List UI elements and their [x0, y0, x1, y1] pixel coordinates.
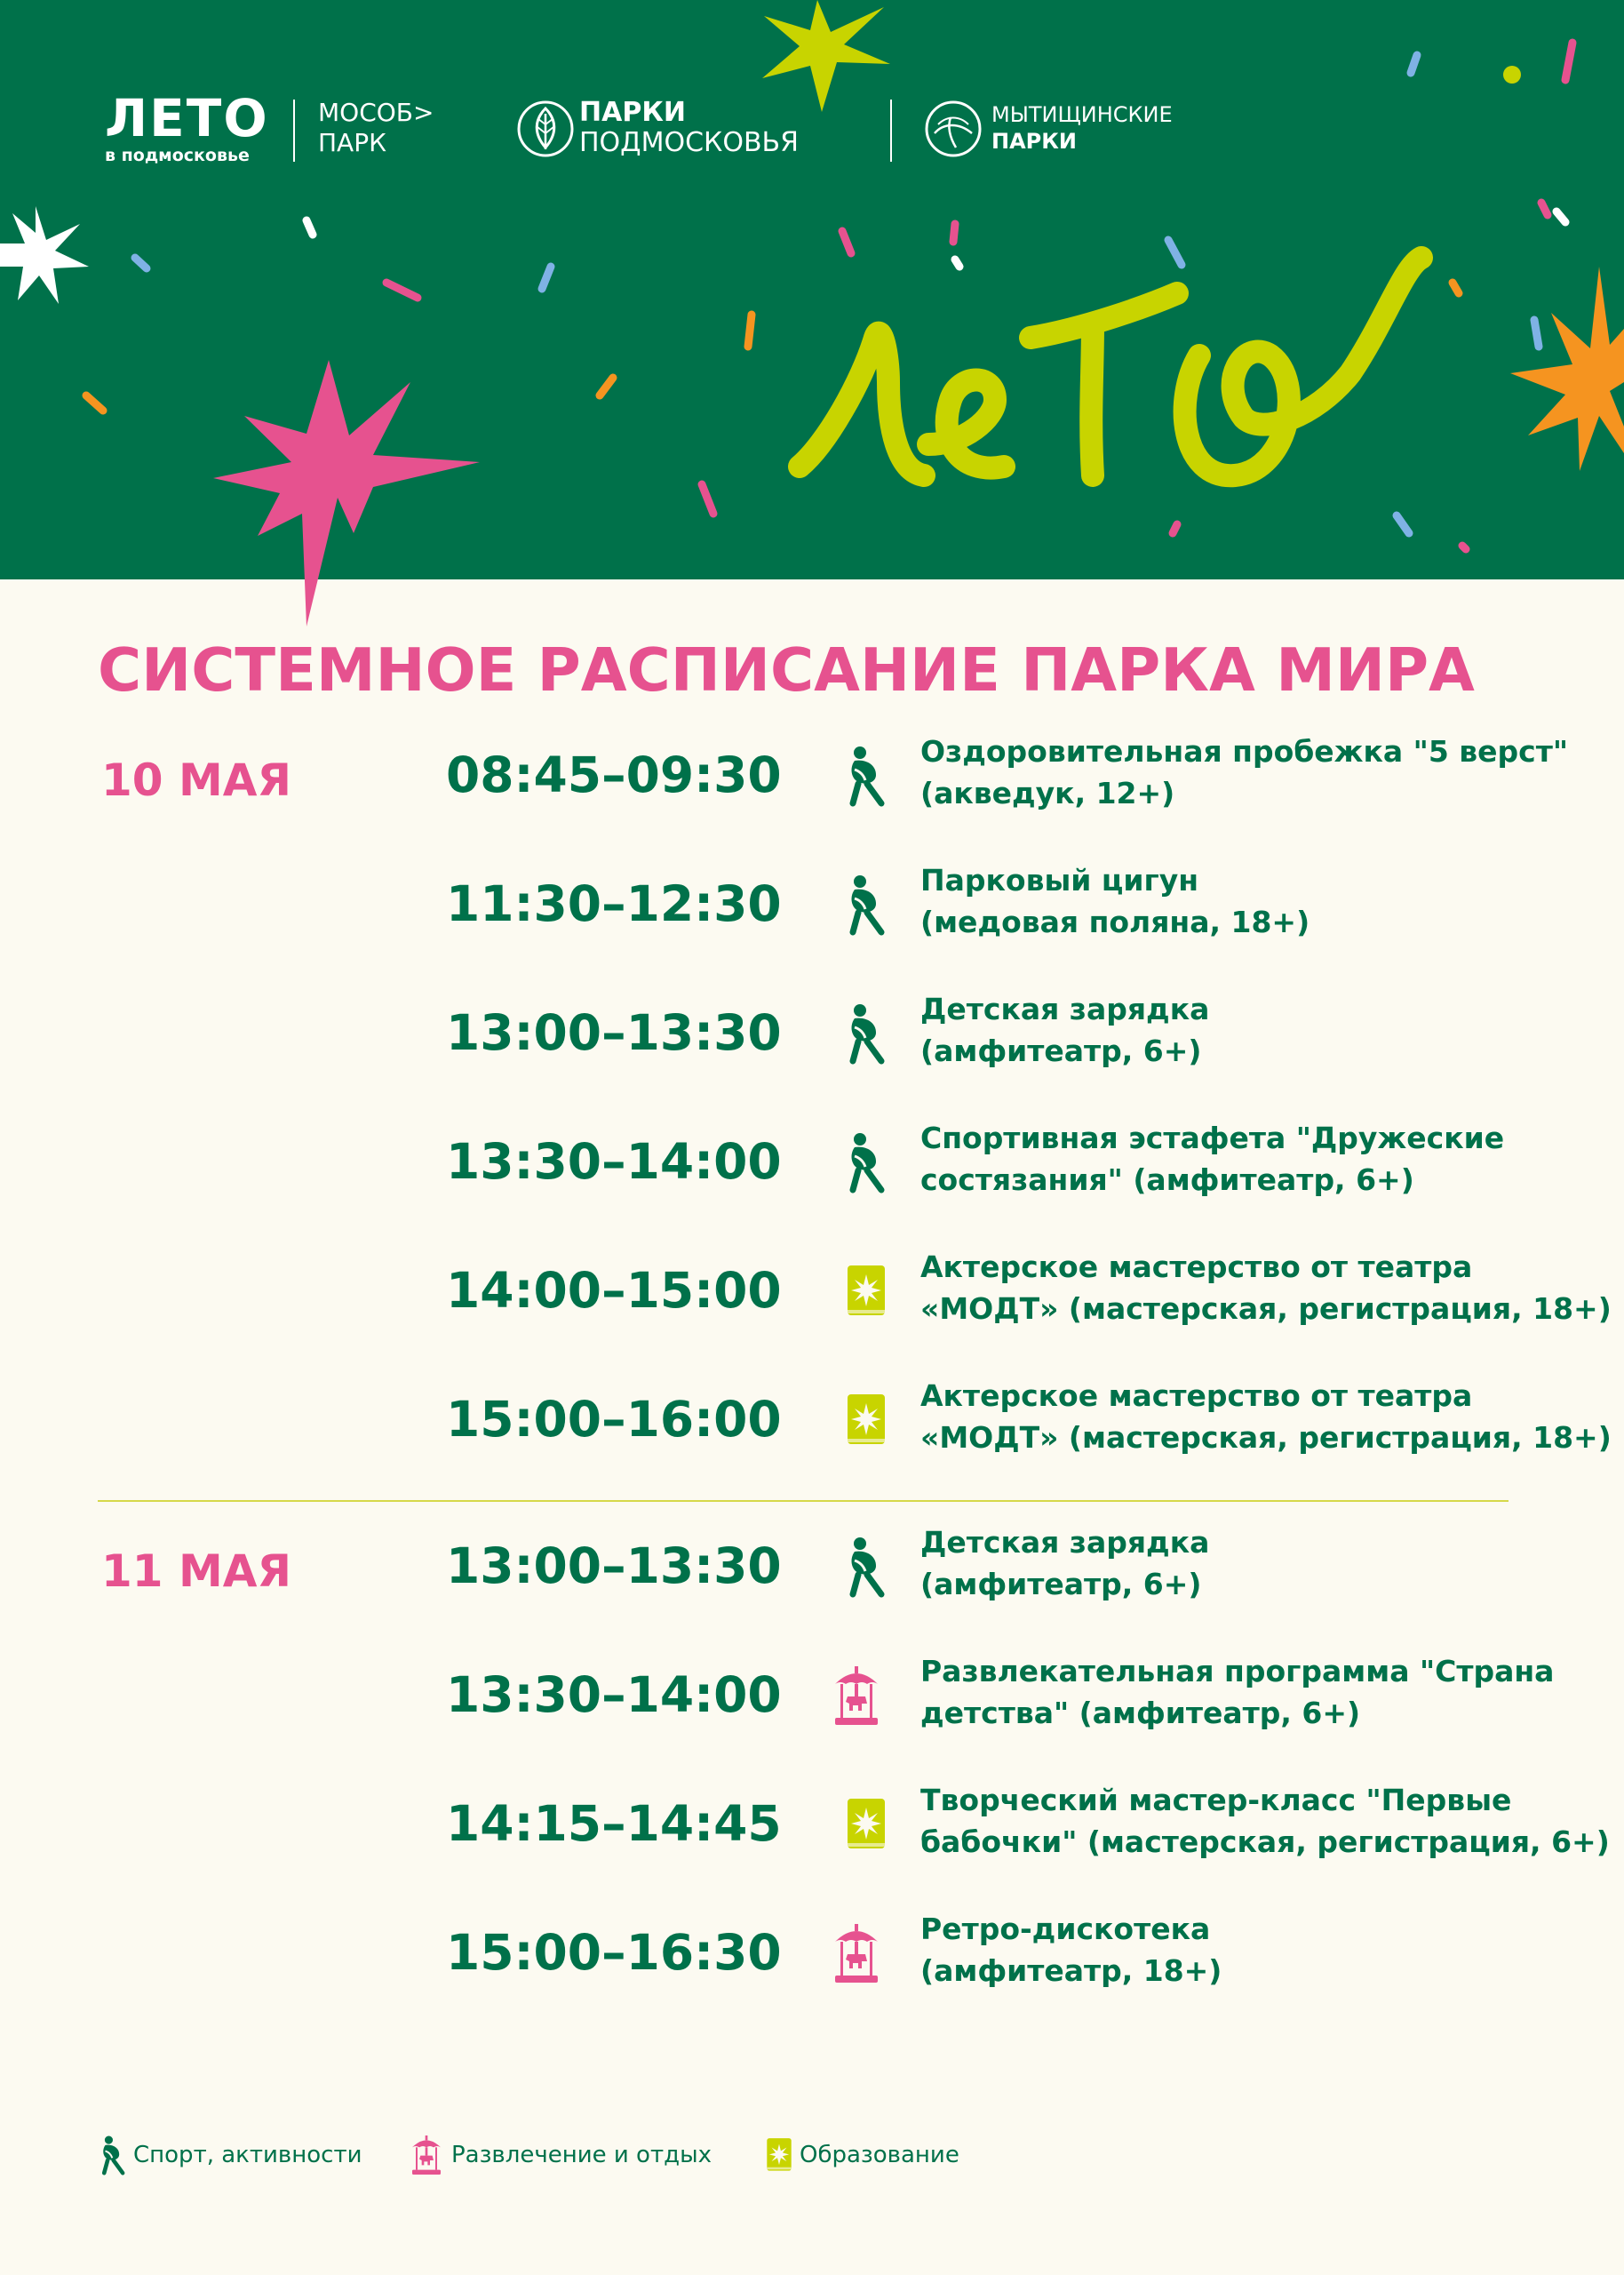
event-description-line: Парковый цигун	[920, 863, 1199, 898]
event-description-line: (амфитеатр, 6+)	[920, 1567, 1202, 1601]
carousel-icon	[830, 1664, 883, 1727]
mytishchi-logo-line1: МЫТИЩИНСКИЕ	[991, 102, 1173, 127]
event-time: 15:00–16:00	[446, 1391, 782, 1448]
event-description	[920, 988, 1596, 1072]
event-time: 13:00–13:30	[446, 1004, 782, 1061]
logo-separator	[293, 100, 295, 162]
event-description-line: детства" (амфитеатр, 6+)	[920, 1696, 1361, 1730]
book-star-icon	[766, 2134, 792, 2176]
event-time: 15:00–16:30	[446, 1924, 782, 1981]
event-description-line: (акведук, 12+)	[920, 776, 1175, 810]
event-description	[920, 1246, 1612, 1329]
event-description-line: (амфитеатр, 18+)	[920, 1953, 1222, 1988]
leto-logo-text: ЛЕТО	[105, 88, 269, 148]
mosobpark-logo-line2: ПАРК	[318, 128, 386, 157]
event-description-line: Актерское мастерство от театра	[920, 1249, 1473, 1284]
event-description-line: состязания" (амфитеатр, 6+)	[920, 1162, 1414, 1197]
mosobpark-logo-line1: МОСОБ>	[318, 98, 434, 127]
event-time: 14:15–14:45	[446, 1795, 782, 1852]
event-description	[920, 1117, 1596, 1201]
event-description-line: Спортивная эстафета "Дружеские	[920, 1121, 1505, 1155]
mytishchi-parki-logo[interactable]	[991, 101, 1173, 155]
book-star-icon	[846, 1260, 887, 1322]
runner-icon	[846, 745, 887, 807]
event-description	[920, 1521, 1596, 1605]
event-time: 14:00–15:00	[446, 1262, 782, 1319]
legend-item-entertainment	[409, 2131, 712, 2179]
runner-icon	[846, 874, 887, 936]
logo-separator	[890, 100, 892, 162]
event-description	[920, 859, 1596, 943]
event-description-line: Развлекательная программа "Страна	[920, 1654, 1555, 1688]
legend-item-sport	[100, 2131, 362, 2179]
mytishchi-logo-line2: ПАРКИ	[991, 129, 1077, 154]
event-description	[920, 1375, 1612, 1458]
day-date: 11 МАЯ	[101, 1545, 291, 1597]
runner-icon	[846, 1131, 887, 1193]
runner-icon	[100, 2134, 126, 2176]
event-description	[920, 1779, 1610, 1863]
event-time: 13:30–14:00	[446, 1666, 782, 1723]
event-time: 13:00–13:30	[446, 1537, 782, 1594]
book-star-icon	[846, 1793, 887, 1856]
event-description-line: Творческий мастер-класс "Первые	[920, 1783, 1512, 1817]
event-description-line: «МОДТ» (мастерская, регистрация, 18+)	[920, 1291, 1612, 1326]
day-divider	[98, 1500, 1509, 1502]
event-description-line: Оздоровительная пробежка "5 верст"	[920, 734, 1569, 769]
event-description-line: (медовая поляна, 18+)	[920, 905, 1310, 939]
legend-item-education	[766, 2131, 959, 2179]
carousel-icon	[409, 2134, 444, 2176]
event-time: 13:30–14:00	[446, 1133, 782, 1190]
mosobpark-logo[interactable]	[318, 98, 434, 158]
event-time: 11:30–12:30	[446, 875, 782, 932]
day-date: 10 МАЯ	[101, 754, 291, 806]
mytishchi-emblem-icon	[924, 98, 983, 160]
event-description-line: бабочки" (мастерская, регистрация, 6+)	[920, 1824, 1610, 1859]
leto-logo[interactable]	[105, 88, 269, 165]
leaf-emblem-icon	[517, 98, 574, 160]
runner-icon	[846, 1536, 887, 1598]
book-star-icon	[846, 1389, 887, 1451]
event-description-line: (амфитеатр, 6+)	[920, 1034, 1202, 1068]
event-description-line: Детская зарядка	[920, 992, 1210, 1026]
parki-logo-line1: ПАРКИ	[579, 97, 686, 128]
event-description	[920, 730, 1596, 814]
page-title: СИСТЕМНОЕ РАСПИСАНИЕ ПАРКА МИРА	[98, 635, 1475, 705]
parki-podmoskovya-logo[interactable]	[579, 98, 799, 158]
legend-label: Развлечение и отдых	[451, 2142, 712, 2168]
header-banner	[0, 0, 1624, 579]
parki-logo-line2: ПОДМОСКОВЬЯ	[579, 127, 799, 158]
runner-icon	[846, 1002, 887, 1065]
event-description-line: Актерское мастерство от театра	[920, 1378, 1473, 1413]
event-description	[920, 1650, 1596, 1734]
leto-logo-subtext: в подмосковье	[105, 146, 250, 165]
event-description-line: Ретро-дискотека	[920, 1912, 1211, 1946]
event-time: 08:45–09:30	[446, 746, 782, 803]
event-description	[920, 1908, 1596, 1992]
legend-label: Спорт, активности	[133, 2142, 362, 2168]
event-description-line: Детская зарядка	[920, 1525, 1210, 1560]
event-description-line: «МОДТ» (мастерская, регистрация, 18+)	[920, 1420, 1612, 1455]
legend-label: Образование	[800, 2142, 959, 2168]
carousel-icon	[830, 1922, 883, 1984]
